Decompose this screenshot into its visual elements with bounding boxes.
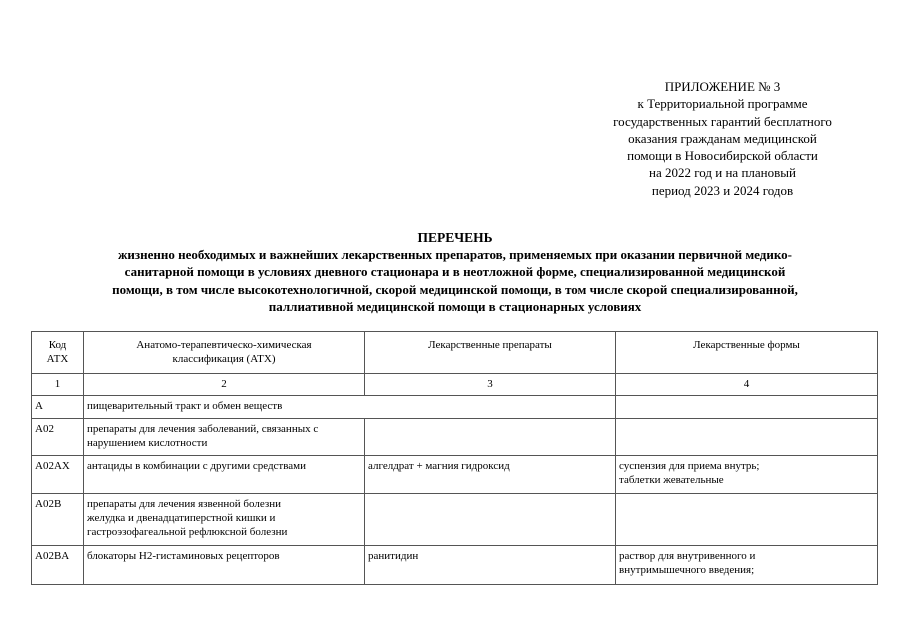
cell-drugs <box>365 419 616 456</box>
column-number: 1 <box>32 374 84 396</box>
cell-classification: блокаторы H2-гистаминовых рецепторов <box>84 546 365 585</box>
header-forms: Лекарственные формы <box>616 332 878 374</box>
title-subtitle-line: паллиативной медицинской помощи в стационарных условиях <box>268 298 642 314</box>
cell-forms <box>616 494 878 546</box>
cell-drugs: алгелдрат + магния гидроксид <box>365 456 616 494</box>
cell-forms <box>616 419 878 456</box>
title-main: ПЕРЕЧЕНЬ <box>417 230 493 245</box>
drug-list-table <box>31 331 878 585</box>
title-subtitle-line: санитарной помощи в условиях дневного стационара и в неотложной форме, специализированной медицинской <box>124 264 786 280</box>
cell-classification: пищеварительный тракт и обмен веществ <box>84 396 616 419</box>
header-classification: Анатомо-терапевтическо-химическая классификация (АТХ) <box>84 332 365 374</box>
header-drugs: Лекарственные препараты <box>365 332 616 374</box>
column-number: 4 <box>616 374 878 396</box>
cell-forms: суспензия для приема внутрь; таблетки жевательные <box>616 456 878 494</box>
appendix-line: помощи в Новосибирской области <box>627 148 818 164</box>
cell-code: A02 <box>32 419 84 456</box>
cell-classification: препараты для лечения язвенной болезни желудка и двенадцатиперстной кишки и гастроэзофагеальной рефлюксной болезни <box>84 494 365 546</box>
cell-code: A02B <box>32 494 84 546</box>
appendix-line: государственных гарантий бесплатного <box>613 113 832 129</box>
header-code-atc: Код АТХ <box>32 332 84 374</box>
title-subtitle-line: жизненно необходимых и важнейших лекарственных препаратов, применяемых при оказании первичной медико- <box>117 247 792 262</box>
column-number-row <box>32 374 878 396</box>
table-row <box>32 456 878 494</box>
title-subtitle-line: помощи, в том числе высокотехнологичной, скорой медицинской помощи, в том числе скорой специализированной, <box>112 281 798 297</box>
appendix-line: ПРИЛОЖЕНИЕ № 3 <box>664 79 781 94</box>
table-row <box>32 546 878 585</box>
cell-forms <box>616 396 878 419</box>
title-subtitle <box>30 246 880 315</box>
column-number: 3 <box>365 374 616 396</box>
appendix-line: к Территориальной программе <box>637 96 808 112</box>
table-row <box>32 494 878 546</box>
cell-forms: раствор для внутривенного и внутримышечного введения; <box>616 546 878 585</box>
cell-code: A02BA <box>32 546 84 585</box>
cell-drugs <box>365 494 616 546</box>
appendix-line: период 2023 и 2024 годов <box>651 182 794 198</box>
appendix-line: на 2022 год и на плановый <box>649 165 796 181</box>
cell-classification: антациды в комбинации с другими средствами <box>84 456 365 494</box>
table-row <box>32 419 878 456</box>
cell-classification: препараты для лечения заболеваний, связанных с нарушением кислотности <box>84 419 365 456</box>
cell-drugs: ранитидин <box>365 546 616 585</box>
table-row <box>32 396 878 419</box>
cell-code: A <box>32 396 84 419</box>
appendix-line: оказания гражданам медицинской <box>628 130 817 146</box>
table-header-row <box>32 332 878 374</box>
column-number: 2 <box>84 374 365 396</box>
cell-code: A02AX <box>32 456 84 494</box>
appendix-block <box>580 78 865 199</box>
document-title <box>30 229 880 315</box>
